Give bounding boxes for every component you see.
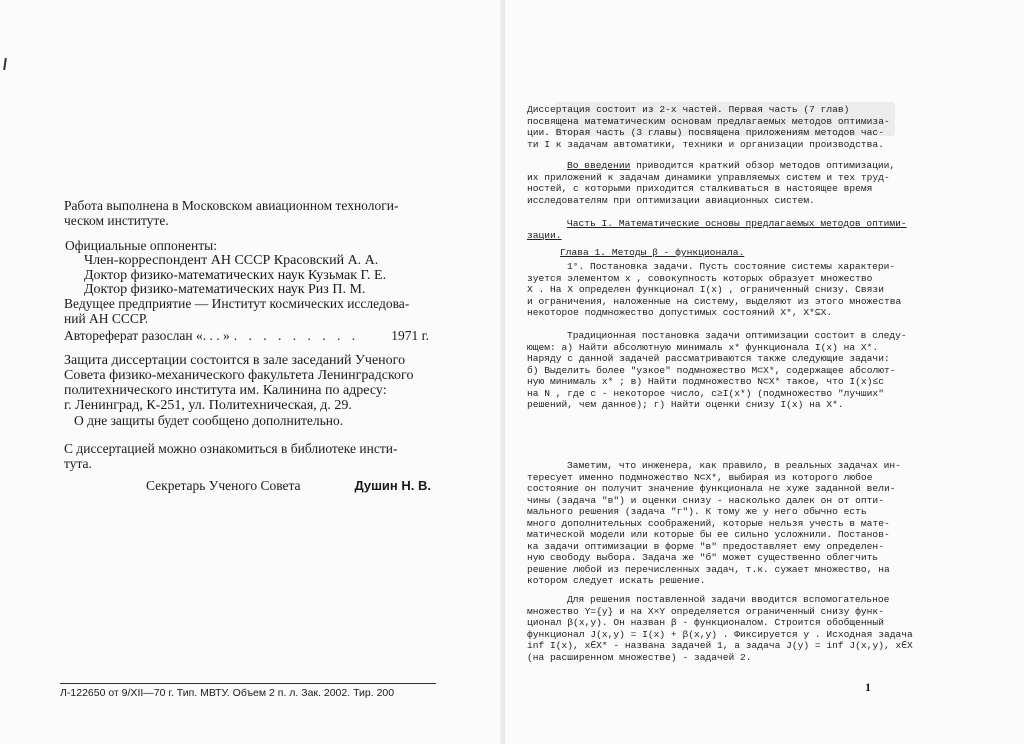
dissertation-structure: Диссертация состоит из 2-х частей. Первая часть (7 глав) посвящена математическим основам предлагаемых методов оптимиза- ции. Вторая часть (3 главы) посвящена приложениям методов час- ти I к задачам автоматики, техники и организации производства. (527, 104, 890, 150)
secretary-label: Секретарь Ученого Совета (146, 478, 301, 493)
intro-label: Во введении (567, 160, 631, 171)
left-page (0, 0, 506, 744)
margin-mark (3, 58, 7, 70)
opponents-list (84, 253, 414, 297)
defense-notice: Защита диссертации состоится в зале заседаний Ученого Совета физико-механического факультета Ленинградского политехнического института им. Калинина по адресу: г. Ленинград, К-251, ул. Политехническая, д. 29. (64, 353, 414, 413)
opponent-item: Доктор физико-математических наук Кузьмак Г. Е. (84, 267, 387, 283)
leading-organization: Ведущее предприятие — Институт космических исследова- ний АН СССР. (64, 296, 410, 326)
problem-statement: 1°. Постановка задачи. Пусть состояние системы характери- зуется элементом x , совокупность которых образует множество X . На X определен функционал I(x) , ограниченный снизу. Связи и ограничения, наложенные на систему, выделяют из этого множества некоторое подмножество допустимых состояний X*, X*⊆X. (527, 261, 902, 318)
traditional-formulation: Традиционная постановка задачи оптимизации состоит в следу- ющем: а) Найти абсолютную минималь x* функционала I(x) на X*. Наряду с данной задачей рассматриваются также следующие задачи: б) Выделить более "узкое" подмножество M⊂X*, содержащее абсолют- ную минималь x* ; в) Найти подмножество N⊂X* такое, что I(x)≤c на N , где c - некоторое число, c≥I(x*) (подмножество "лучших" решений, чем данное); г) Найти оценки снизу I(x) на X*. (527, 330, 907, 410)
announcement: О дне защиты будет сообщено дополнительно. (74, 413, 344, 428)
opponent-item: Доктор физико-математических наук Риз П. М. (84, 282, 366, 297)
imprint-line: Л-122650 от 9/XII—70 г. Тип. МВТУ. Объем 2 п. л. Зак. 2002. Тир. 200 (60, 683, 436, 699)
remark-paragraph: Заметим, что инженера, как правило, в реальных задачах ин- тересует именно подмножество N⊂X*, выбирая из которого любое состояние он получит значение функционала не хуже заданной вели- чины (задача "в") и оценки снизу - насколько далек он от опти- мального решения (задача "г"). К тому же у него обычно есть много дополнительных соображений, которые нельзя учесть в мате- матической модели или которые бы ее сильно усложнили. Постанов- ка задачи оптимизации в форме "в" предоставляет ему определен- ную свободу выбора. Задача же "б" может существенно облегчить решение любой из перечисленных задач, т.к. сужает множество, на котором следует искать решение. (527, 460, 901, 586)
auxiliary-set-paragraph: Для решения поставленной задачи вводится вспомогательное множество Y={y} и на X×Y определяется ограниченный снизу функ- ционал β(x,y). Он назван β - функционалом. Строится обобщенный функционал J(x,y) = I(x) + β(x,y) . Фиксируется y . Исходная задача inf I(x), x∈X* - названа задачей 1, а задача J(y) = inf J(x,y), x∈X (на расширенном множестве) - задачей 2. (527, 594, 913, 663)
chapter-heading: Глава 1. Методы β - функционала. (560, 247, 745, 258)
secretary-line (146, 478, 431, 493)
opponent-item: Член-корреспондент АН СССР Красовский А. А. (84, 253, 379, 268)
library-note: С диссертацией можно ознакомиться в библиотеке инсти- тута. (64, 441, 398, 471)
abstract-sent-line: Автореферат разослан «. . . » . . . . . . . . . 1971 г. (64, 328, 429, 343)
right-page (505, 0, 1024, 744)
secretary-name: Душин Н. В. (354, 478, 431, 493)
affiliation: Работа выполнена в Московском авиационном технологи- ческом институте. (64, 198, 399, 228)
part-heading: Часть I. Математические основы предлагаемых методов оптими- зации. (527, 218, 907, 241)
introduction-paragraph: Во введении приводится краткий обзор методов оптимизации, их приложений к задачам динамики управляемых систем и тех труд- ностей, с которыми приходится сталкиваться в настоящее время исследователям при оптимизации авиационных систем. (527, 160, 896, 206)
opponents-heading: Официальные оппоненты: (65, 238, 217, 253)
page-number: 1 (865, 680, 871, 694)
